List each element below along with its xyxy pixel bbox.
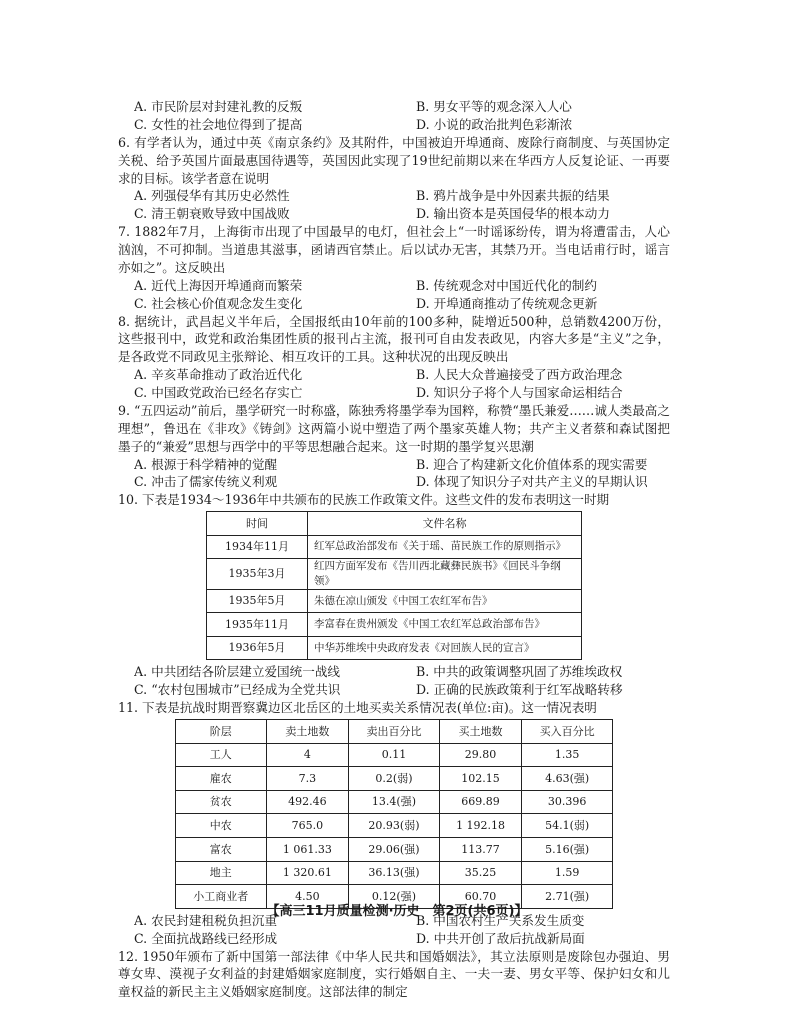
table-row [207, 535, 582, 559]
table-cell: 朱德在凉山颁发《中国工农红军布告》 [308, 589, 582, 613]
table-cell: 13.4(强) [349, 790, 440, 814]
option-a: A. 农民封建租税负担沉重 [134, 912, 278, 928]
question-12-stem: 12. 1950年颁布了新中国第一部法律《中华人民共和国婚姻法》，其立法原则是废除包办强迫、男尊女卑、漠视子女利益的封建婚姻家庭制度，实行婚姻自主、一夫一妻、男女平等、保护妇女和儿童权益的新民主主义婚姻家庭制度。这部法律的制定 [118, 948, 670, 1000]
option-d: D. 开埠通商推动了传统观念更新 [416, 295, 598, 311]
table-cell: 贫农 [176, 790, 267, 814]
option-a: A. 中共团结各阶层建立爱国统一战线 [134, 664, 341, 680]
option-b: B. 传统观念对中国近代化的制约 [416, 277, 597, 293]
table-cell: 富农 [176, 838, 267, 862]
option-b: B. 鸦片战争是中外因素共振的结果 [416, 188, 610, 204]
table-cell: 工人 [176, 743, 267, 767]
table-cell: 102.15 [439, 767, 522, 791]
table-header-row [207, 512, 582, 536]
option-d: D. 体现了知识分子对共产主义的早期认识 [416, 474, 648, 490]
table-cell: 492.46 [266, 790, 349, 814]
table-cell: 地主 [176, 861, 267, 885]
table-row [207, 636, 582, 660]
option-c: C. 清王朝衰败导致中国战败 [134, 206, 290, 222]
table-row [176, 743, 613, 767]
option-c: C. 女性的社会地位得到了提高 [134, 116, 303, 132]
table-row [176, 767, 613, 791]
table-cell: 5.16(强) [522, 838, 613, 862]
question-6-stem: 6. 有学者认为，通过中英《南京条约》及其附件，中国被迫开埠通商、废除行商制度、与英国协定关税、给予英国片面最惠国待遇等，英国因此实现了19世纪前期以来在华西方人反复论证、一再要求的目标。该学者意在说明 [118, 134, 670, 186]
table-cell: 1935年3月 [207, 559, 308, 590]
table-cell: 35.25 [439, 861, 522, 885]
option-d: D. 小说的政治批判色彩渐浓 [416, 116, 573, 132]
table-cell: 29.06(强) [349, 838, 440, 862]
question-8-stem: 8. 据统计，武昌起义半年后，全国报纸由10年前的100多种，陡增近500种，总销数4200万份，这些报刊中，政党和政治集团性质的报刊占主流，报刊可自由发表政见，内容大多是“主义”之争，是各政党不同政见主张辩论、相互攻讦的工具。这种状况的出现反映出 [118, 313, 670, 365]
option-b: B. 人民大众普遍接受了西方政治理念 [416, 367, 623, 383]
table-cell: 4 [266, 743, 349, 767]
option-c: C. “农村包围城市”已经成为全党共识 [134, 682, 341, 698]
table-cell: 红四方面军发布《告川西北藏彝民族书》《回民斗争纲领》 [308, 559, 582, 590]
question-10-stem: 10. 下表是1934～1936年中共颁布的民族工作政策文件。这些文件的发布表明这一时期 [118, 492, 610, 508]
table-row [176, 838, 613, 862]
table-header-cell: 卖土地数 [266, 720, 349, 744]
table-cell: 1 192.18 [439, 814, 522, 838]
table-cell: 李富春在贵州颁发《中国工农红军总政治部布告》 [308, 613, 582, 637]
table-row [176, 861, 613, 885]
table-cell: 1.35 [522, 743, 613, 767]
table-header-cell: 卖出百分比 [349, 720, 440, 744]
option-d: D. 知识分子将个人与国家命运相结合 [416, 385, 623, 400]
table-cell: 小工商业者 [176, 885, 267, 909]
table-cell: 4.50 [266, 885, 349, 909]
table-cell: 1935年5月 [207, 589, 308, 613]
option-a: A. 辛亥革命推动了政治近代化 [134, 367, 303, 383]
table-cell: 0.2(弱) [349, 767, 440, 791]
option-c: C. 中国政党政治已经名存实亡 [134, 385, 303, 400]
table-cell: 2.71(强) [522, 885, 613, 909]
table-cell: 1934年11月 [207, 535, 308, 559]
table-header-cell: 买土地数 [439, 720, 522, 744]
table-row [207, 589, 582, 613]
table-cell: 765.0 [266, 814, 349, 838]
table-row [207, 613, 582, 637]
table-header-row [176, 720, 613, 744]
table-cell: 113.77 [439, 838, 522, 862]
table-header-cell: 阶层 [176, 720, 267, 744]
table-cell: 669.89 [439, 790, 522, 814]
table-cell: 红军总政治部发布《关于瑶、苗民族工作的原则指示》 [308, 535, 582, 559]
question-6 [118, 134, 670, 223]
option-d: D. 输出资本是英国侵华的根本动力 [416, 206, 610, 222]
table-cell: 1 320.61 [266, 861, 349, 885]
question-11-stem: 11. 下表是抗战时期晋察冀边区北岳区的土地买卖关系情况表(单位:亩)。这一情况表明 [118, 700, 597, 716]
table-cell: 1936年5月 [207, 636, 308, 660]
question-5-options [118, 98, 670, 134]
option-d: D. 中共开创了敌后抗战新局面 [416, 930, 585, 946]
table-cell: 20.93(弱) [349, 814, 440, 838]
question-9-stem: 9. “五四运动”前后，墨学研究一时称盛，陈独秀将墨学奉为国粹，称赞“墨氏兼爱……诚人类最高之理想”，鲁迅在《非攻》《铸剑》这两篇小说中塑造了两个墨家英雄人物；共产主义者蔡和森试图把墨子的“兼爱”思想与西学中的平等思想融合起来。这一时期的墨学复兴思潮 [118, 402, 670, 454]
table-cell: 29.80 [439, 743, 522, 767]
option-a: A. 列强侵华有其历史必然性 [134, 188, 290, 204]
table-header-cell: 买入百分比 [522, 720, 613, 744]
question-8 [118, 313, 670, 402]
question-9 [118, 402, 670, 491]
table-cell: 雇农 [176, 767, 267, 791]
table-cell: 中华苏维埃中央政府发表《对回族人民的宣言》 [308, 636, 582, 660]
option-c: C. 全面抗战路线已经形成 [134, 930, 278, 946]
table-header-cell: 文件名称 [308, 512, 582, 536]
table-row [207, 559, 582, 590]
option-b: B. 男女平等的观念深入人心 [416, 99, 572, 114]
option-a: A. 市民阶层对封建礼教的反叛 [134, 99, 303, 114]
table-cell: 54.1(弱) [522, 814, 613, 838]
option-a: A. 近代上海因开埠通商而繁荣 [134, 277, 303, 293]
table-cell: 7.3 [266, 767, 349, 791]
table-cell: 0.12(强) [349, 885, 440, 909]
table-cell: 中农 [176, 814, 267, 838]
question-7-stem: 7. 1882年7月，上海街市出现了中国最早的电灯，但社会上“一时谣诼纷传，谓为将遭雷击，人心汹汹，不可抑制。当道患其滋事，函请西官禁止。后以试办无害，其禁乃开。当电话甫行时，谣言亦如之”。这反映出 [118, 224, 670, 275]
policy-documents-table [206, 511, 582, 660]
option-b: B. 迎合了构建新文化价值体系的现实需要 [416, 456, 648, 472]
table-row [176, 814, 613, 838]
option-d: D. 正确的民族政策利于红军战略转移 [416, 682, 623, 698]
option-c: C. 冲击了儒家传统义利观 [134, 474, 278, 490]
page-footer: 【高三11月质量检测·历史 第2页(共6页)】 [266, 904, 528, 919]
table-header-cell: 时间 [207, 512, 308, 536]
table-cell: 0.11 [349, 743, 440, 767]
table-cell: 30.396 [522, 790, 613, 814]
table-cell: 1935年11月 [207, 613, 308, 637]
option-c: C. 社会核心价值观念发生变化 [134, 295, 303, 311]
question-column [118, 98, 670, 1001]
land-transaction-table [175, 719, 613, 909]
question-10 [118, 491, 670, 699]
table-row [176, 790, 613, 814]
option-b: B. 中共的政策调整巩固了苏维埃政权 [416, 664, 623, 680]
table-cell: 60.70 [439, 885, 522, 909]
table-cell: 36.13(强) [349, 861, 440, 885]
question-7 [118, 223, 670, 312]
option-b: B. 中国农村生产关系发生质变 [416, 912, 585, 928]
table-cell: 4.63(强) [522, 767, 613, 791]
option-a: A. 根源于科学精神的觉醒 [134, 456, 278, 472]
question-12 [118, 948, 670, 1002]
table-cell: 1.59 [522, 861, 613, 885]
table-cell: 1 061.33 [266, 838, 349, 862]
